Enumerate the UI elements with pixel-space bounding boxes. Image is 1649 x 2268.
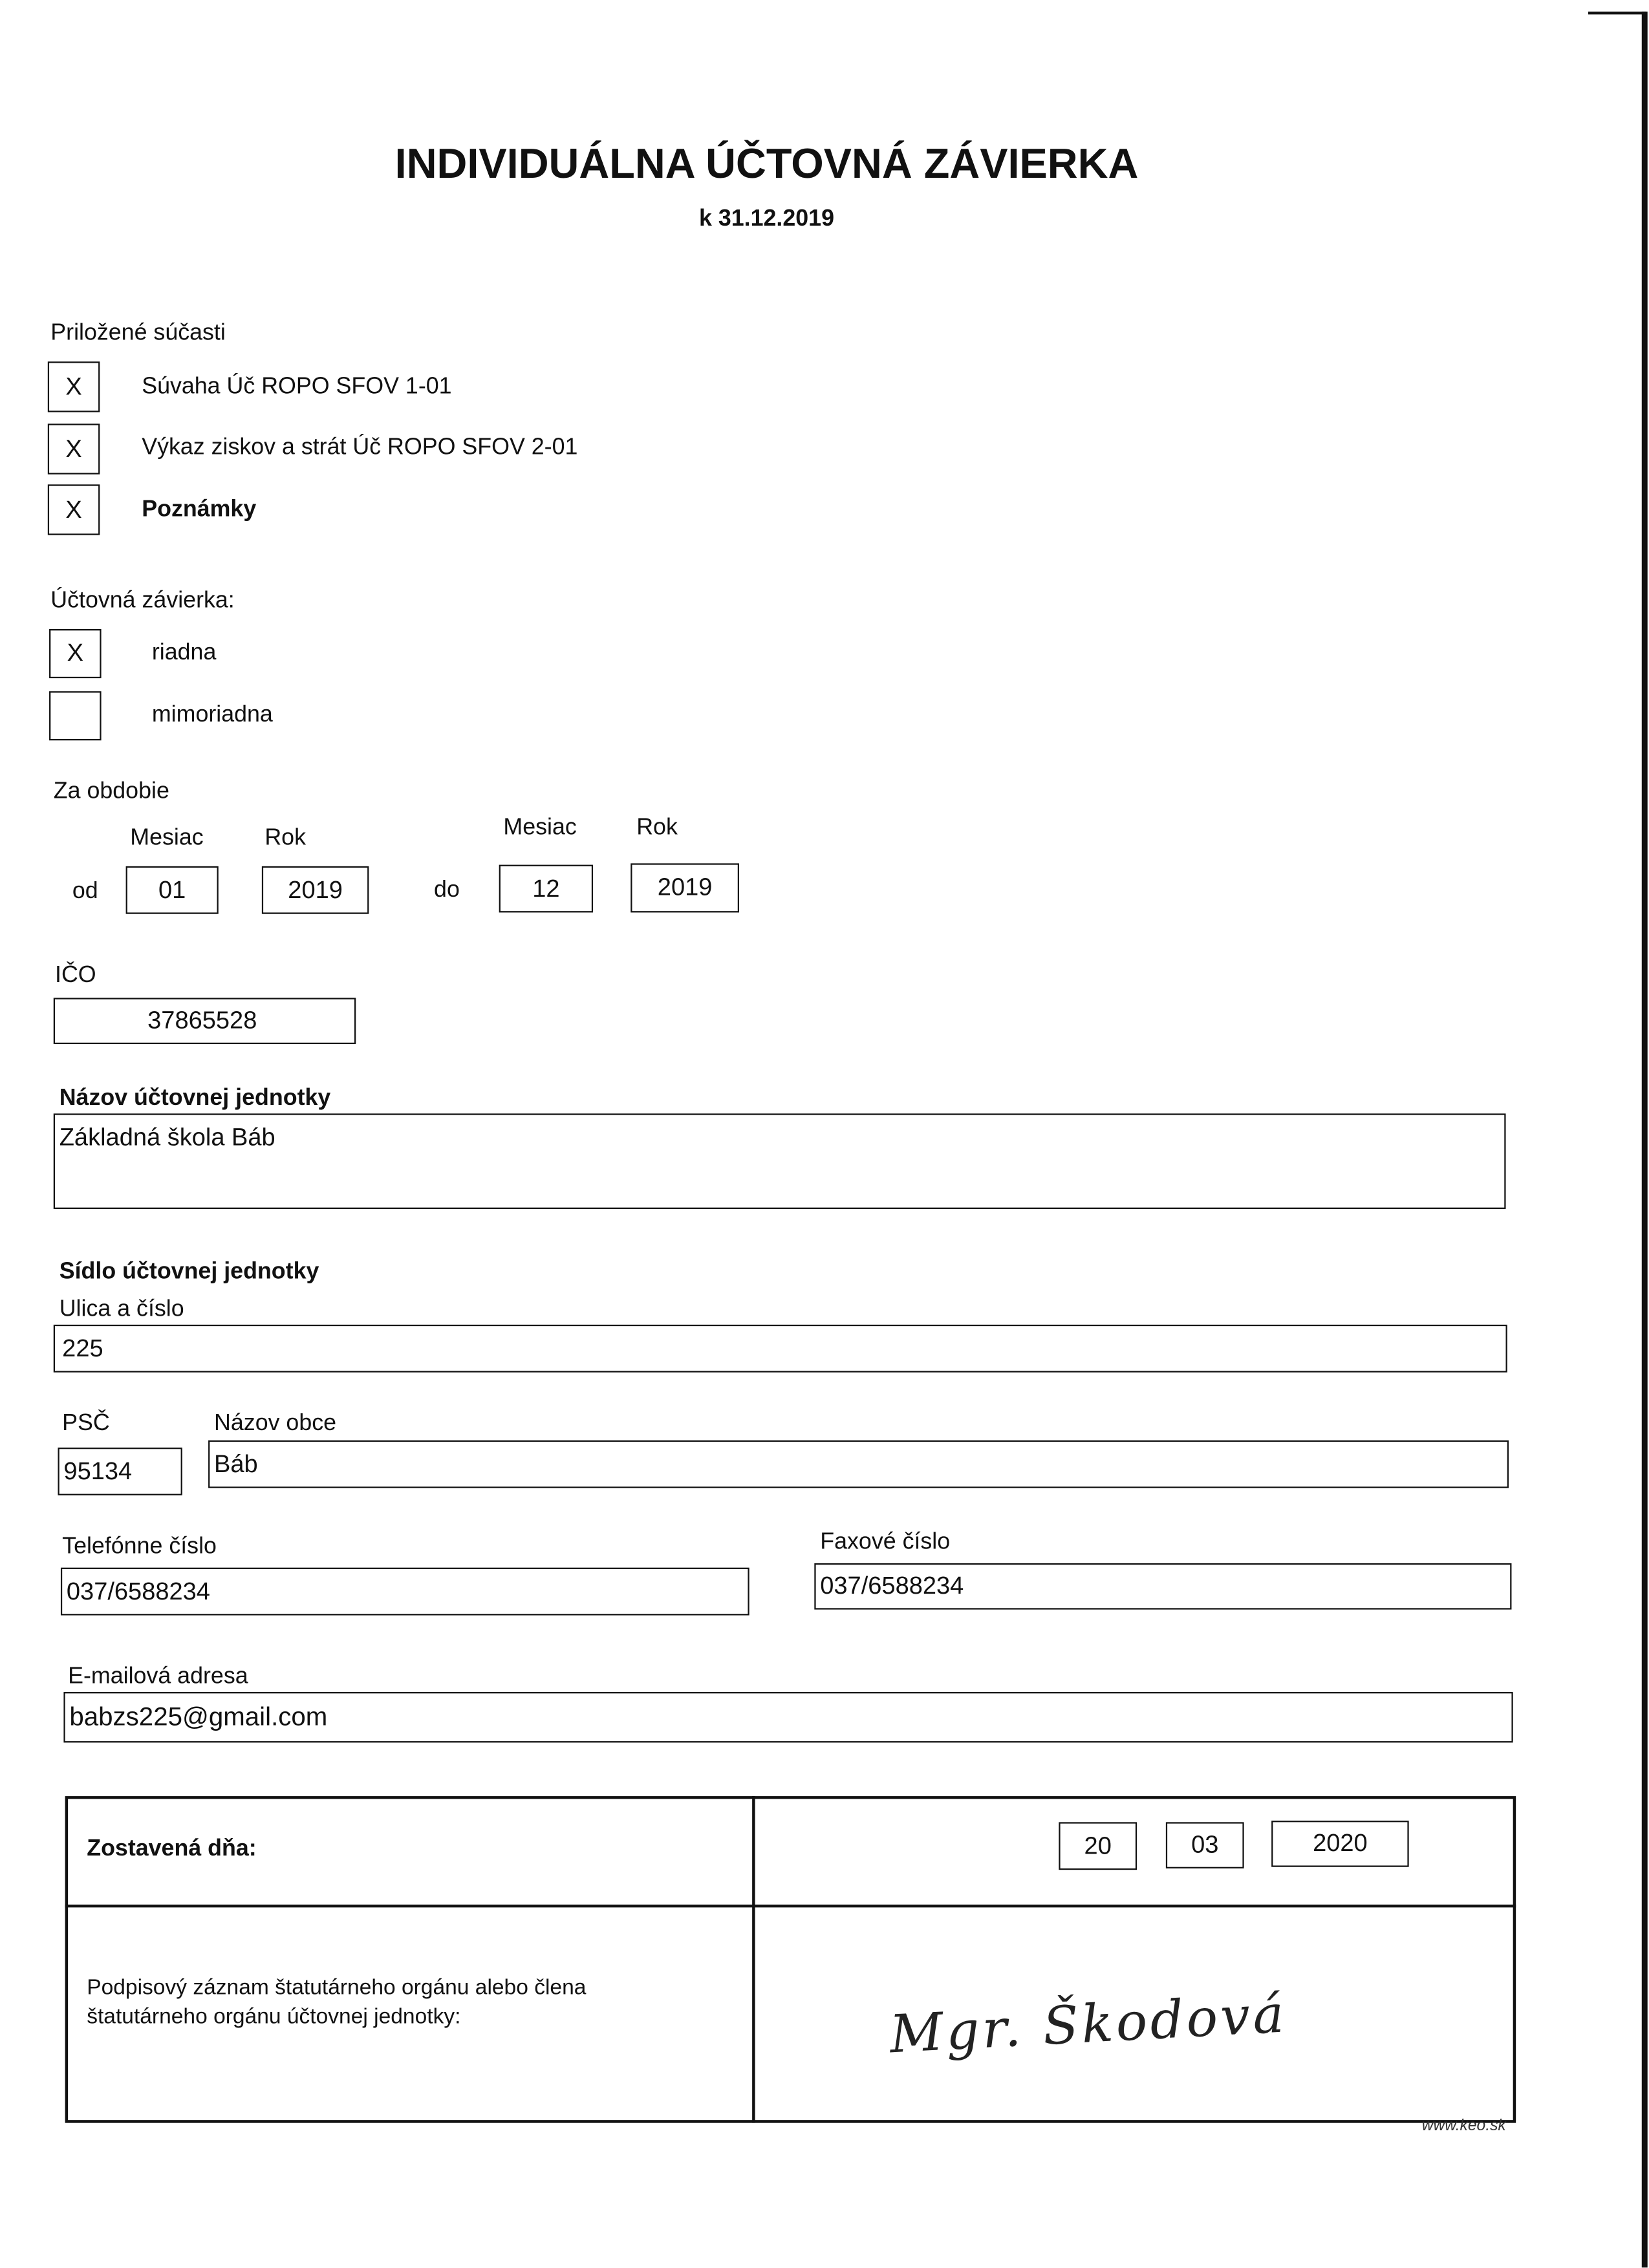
ico-field[interactable]: 37865528 <box>54 998 356 1044</box>
signature-label-line2: štatutárneho orgánu účtovnej jednotky: <box>87 2004 461 2029</box>
statement-type-label-extraordinary: mimoriadna <box>151 703 273 728</box>
to-year-field[interactable]: 2019 <box>630 863 739 912</box>
from-year-label: Rok <box>264 826 306 851</box>
from-month-label: Mesiac <box>130 826 204 851</box>
attachment-label-balance-sheet: Súvaha Úč ROPO SFOV 1-01 <box>142 374 452 400</box>
scan-edge-line <box>1588 12 1646 14</box>
statement-type-checkbox-regular[interactable]: X <box>49 629 102 678</box>
email-field[interactable]: babzs225@gmail.com <box>63 1692 1513 1742</box>
zip-field[interactable]: 95134 <box>58 1448 182 1495</box>
attachment-checkbox-income-statement[interactable]: X <box>48 423 100 474</box>
scan-edge-bar <box>1642 12 1648 2267</box>
compiled-date-label: Zostavená dňa: <box>87 1836 257 1861</box>
attachment-checkbox-notes[interactable]: X <box>48 484 100 535</box>
page-subtitle: k 31.12.2019 <box>699 206 834 231</box>
to-label: do <box>434 877 460 903</box>
compiled-day-field[interactable]: 20 <box>1059 1822 1137 1870</box>
to-year-label: Rok <box>636 815 678 840</box>
handwritten-signature: Mgr. Škodová <box>888 1985 1289 2066</box>
city-field[interactable]: Báb <box>208 1440 1509 1488</box>
entity-name-label: Názov účtovnej jednotky <box>59 1086 331 1111</box>
statement-type-label-regular: riadna <box>151 640 217 665</box>
attachment-label-income-statement: Výkaz ziskov a strát Úč ROPO SFOV 2-01 <box>142 435 578 460</box>
city-label: Názov obce <box>214 1411 337 1437</box>
page-title: INDIVIDUÁLNA ÚČTOVNÁ ZÁVIERKA <box>394 142 1139 188</box>
email-label: E-mailová adresa <box>68 1664 248 1689</box>
from-year-field[interactable]: 2019 <box>262 866 369 914</box>
fax-field[interactable]: 037/6588234 <box>814 1563 1511 1610</box>
period-heading: Za obdobie <box>53 779 169 804</box>
footer-url: www.keo.sk <box>1421 2117 1506 2135</box>
ico-label: IČO <box>54 963 96 988</box>
zip-label: PSČ <box>62 1411 110 1437</box>
street-field[interactable]: 225 <box>54 1325 1507 1373</box>
table-column-divider <box>752 1796 754 2123</box>
phone-field[interactable]: 037/6588234 <box>61 1568 749 1616</box>
signature-label-line1: Podpisový záznam štatutárneho orgánu alebo člena <box>87 1975 587 2000</box>
entity-name-field[interactable]: Základná škola Báb <box>54 1113 1506 1209</box>
to-month-field[interactable]: 12 <box>499 865 593 913</box>
compiled-year-field[interactable]: 2020 <box>1271 1821 1408 1867</box>
from-label: od <box>72 879 98 904</box>
attachment-label-notes: Poznámky <box>142 497 257 522</box>
fax-label: Faxové číslo <box>820 1530 951 1555</box>
phone-label: Telefónne číslo <box>62 1534 217 1559</box>
address-heading: Sídlo účtovnej jednotky <box>59 1259 319 1285</box>
statement-type-heading: Účtovná závierka: <box>50 588 235 614</box>
to-month-label: Mesiac <box>503 815 577 840</box>
compiled-month-field[interactable]: 03 <box>1166 1822 1244 1868</box>
statement-type-checkbox-extraordinary[interactable] <box>49 691 102 740</box>
table-row-divider <box>65 1905 1516 1907</box>
attachments-heading: Priložené súčasti <box>50 321 226 346</box>
street-label: Ulica a číslo <box>59 1297 184 1322</box>
attachment-checkbox-balance-sheet[interactable]: X <box>48 361 100 412</box>
from-month-field[interactable]: 01 <box>126 866 219 914</box>
